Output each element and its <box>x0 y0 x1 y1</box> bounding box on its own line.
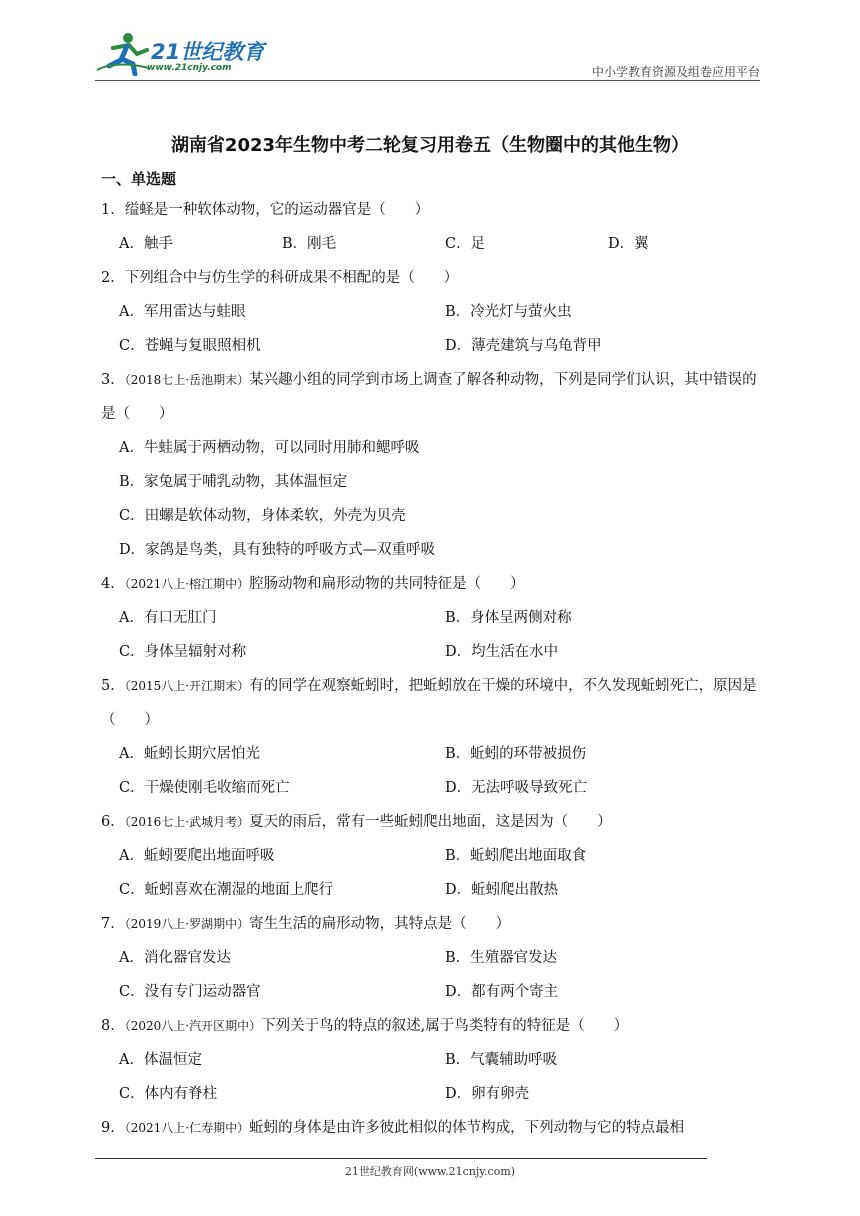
question-item <box>101 1009 771 1111</box>
option-row <box>101 227 771 261</box>
question-item <box>101 1111 771 1145</box>
question-item <box>101 261 771 363</box>
runner-logo-icon <box>95 30 151 76</box>
site-logo[interactable] <box>95 30 265 76</box>
answer-option[interactable]: D．都有两个寄主 <box>445 984 559 1000</box>
answer-option[interactable]: C．蚯蚓喜欢在潮湿的地面上爬行 <box>119 882 334 898</box>
option-row <box>101 601 771 635</box>
question-stem <box>101 1111 771 1145</box>
answer-option[interactable]: A．牛蛙属于两栖动物，可以同时用肺和鳃呼吸 <box>119 440 420 456</box>
answer-option[interactable]: C．足 <box>445 236 486 252</box>
question-item <box>101 907 771 1009</box>
question-text: 夏天的雨后，常有一些蚯蚓爬出地面，这是因为（ ） <box>249 814 612 830</box>
question-source: （2016七上·武城月考） <box>124 815 250 829</box>
question-text: 某兴趣小组的同学到市场上调查了解各种动物，下列是同学们认识，其中错误的是（ ） <box>101 372 757 422</box>
question-item <box>101 805 771 907</box>
answer-option[interactable]: A．蚯蚓长期穴居怕光 <box>119 746 260 762</box>
option-row <box>101 771 771 805</box>
answer-option[interactable]: D．均生活在水中 <box>445 644 559 660</box>
answer-option[interactable]: D．薄壳建筑与乌龟背甲 <box>445 338 602 354</box>
option-row <box>101 873 771 907</box>
question-source: （2015八上·开江期末） <box>124 679 250 693</box>
answer-option[interactable]: B．生殖器官发达 <box>445 950 558 966</box>
answer-option[interactable]: D．无法呼吸导致死亡 <box>445 780 588 796</box>
answer-option[interactable]: D．蚯蚓爬出散热 <box>445 882 559 898</box>
logo-text: 21世纪教育 <box>151 40 265 64</box>
question-number: 9． <box>101 1120 125 1136</box>
question-text: 缢蛏是一种软体动物，它的运动器官是（ ） <box>124 202 430 218</box>
question-number: 3． <box>101 372 125 388</box>
question-stem <box>101 1009 771 1043</box>
question-source: （2019八上·罗湖期中） <box>124 917 250 931</box>
question-number: 5． <box>101 678 125 694</box>
option-list <box>101 431 771 567</box>
header-tagline: 中小学教育资源及组卷应用平台 <box>591 65 760 79</box>
answer-option[interactable]: A．军用雷达与蛙眼 <box>119 304 246 320</box>
footer-text: 21世纪教育网(www.21cnjy.com) <box>344 1165 516 1178</box>
question-text: 下列组合中与仿生学的科研成果不相配的是（ ） <box>124 270 459 286</box>
question-text: 蚯蚓的身体是由许多彼此相似的体节构成，下列动物与它的特点最相 <box>249 1120 685 1136</box>
question-stem <box>101 261 771 295</box>
question-item <box>101 669 771 805</box>
question-number: 8． <box>101 1018 125 1034</box>
question-text: 下列关于鸟的特点的叙述,属于鸟类特有的特征是（ ） <box>261 1018 629 1034</box>
answer-option[interactable]: A．有口无肛门 <box>119 610 217 626</box>
question-text: 腔肠动物和扁形动物的共同特征是（ ） <box>249 576 525 592</box>
option-row <box>101 737 771 771</box>
header-divider <box>95 80 760 81</box>
question-stem <box>101 805 771 839</box>
page-header <box>95 30 760 80</box>
answer-option[interactable]: B．冷光灯与萤火虫 <box>445 304 572 320</box>
section-heading: 一、单选题 <box>101 170 177 188</box>
answer-option[interactable]: C．没有专门运动器官 <box>119 984 261 1000</box>
answer-option[interactable]: C．苍蝇与复眼照相机 <box>119 338 261 354</box>
page-title: 湖南省2023年生物中考二轮复习用卷五（生物圈中的其他生物） <box>170 135 690 156</box>
answer-option[interactable]: C．田螺是软体动物，身体柔软，外壳为贝壳 <box>119 508 406 524</box>
question-number: 2． <box>101 270 125 286</box>
option-row <box>101 295 771 329</box>
answer-option[interactable]: A．消化器官发达 <box>119 950 231 966</box>
question-stem <box>101 193 771 227</box>
answer-option[interactable]: C．干燥使刚毛收缩而死亡 <box>119 780 290 796</box>
question-item <box>101 567 771 669</box>
answer-option[interactable]: B．气囊辅助呼吸 <box>445 1052 558 1068</box>
answer-option[interactable]: C．身体呈辐射对称 <box>119 644 247 660</box>
question-number: 6． <box>101 814 125 830</box>
answer-option[interactable]: B．家兔属于哺乳动物，其体温恒定 <box>119 474 348 490</box>
question-number: 7． <box>101 916 125 932</box>
answer-option[interactable]: A．触手 <box>119 236 173 252</box>
question-item <box>101 363 771 567</box>
question-item <box>101 193 771 261</box>
option-row <box>101 329 771 363</box>
question-stem <box>101 363 771 431</box>
question-text: 寄生生活的扁形动物，其特点是（ ） <box>249 916 511 932</box>
question-source: （2021八上·榕江期中） <box>124 577 250 591</box>
question-stem <box>101 567 771 601</box>
question-stem <box>101 907 771 941</box>
option-row <box>101 941 771 975</box>
question-source: （2021八上·仁寿期中） <box>124 1121 250 1135</box>
answer-option[interactable]: C．体内有脊柱 <box>119 1086 218 1102</box>
answer-option[interactable]: B．身体呈两侧对称 <box>445 610 572 626</box>
question-text: 有的同学在观察蚯蚓时，把蚯蚓放在干燥的环境中，不久发现蚯蚓死亡，原因是（ ） <box>101 678 757 728</box>
option-row <box>101 839 771 873</box>
answer-option[interactable]: D．卵有卵壳 <box>445 1086 530 1102</box>
question-list <box>101 193 771 1145</box>
question-source: （2018七上·岳池期末） <box>124 373 250 387</box>
answer-option[interactable]: B．蚯蚓爬出地面取食 <box>445 848 587 864</box>
question-number: 1． <box>101 202 125 218</box>
answer-option[interactable]: D．家鸽是鸟类，具有独特的呼吸方式—双重呼吸 <box>119 542 436 558</box>
logo-url: www.21cnjy.com <box>147 63 232 73</box>
option-row <box>101 635 771 669</box>
answer-option[interactable]: B．刚毛 <box>282 236 337 252</box>
question-stem <box>101 669 771 737</box>
answer-option[interactable]: D．翼 <box>608 236 649 252</box>
option-row <box>101 1043 771 1077</box>
answer-option[interactable]: A．体温恒定 <box>119 1052 202 1068</box>
question-source: （2020八上·汽开区期中） <box>124 1019 262 1033</box>
option-row <box>101 1077 771 1111</box>
answer-option[interactable]: B．蚯蚓的环带被损伤 <box>445 746 587 762</box>
answer-option[interactable]: A．蚯蚓要爬出地面呼吸 <box>119 848 275 864</box>
question-number: 4． <box>101 576 125 592</box>
option-row <box>101 975 771 1009</box>
footer-divider <box>95 1158 707 1159</box>
